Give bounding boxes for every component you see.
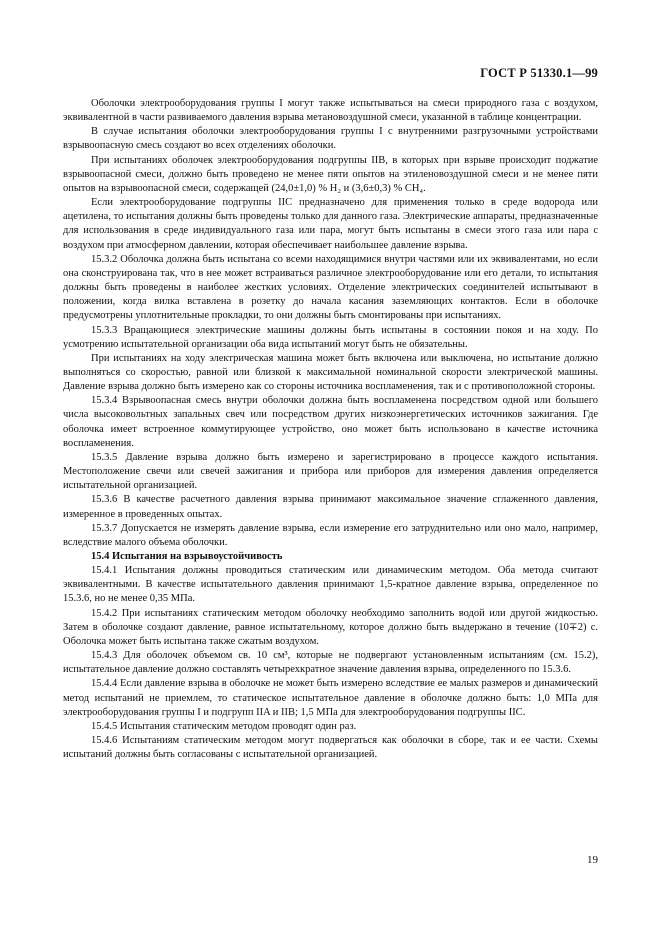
paragraph: В случае испытания оболочки электрооборудования группы I с внутренними разгрузочными устройствами взрывоопасную смесь создают во всех отделениях оболочки. [63, 126, 598, 152]
document-body [63, 97, 598, 762]
paragraph: 15.3.7 Допускается не измерять давление взрыва, если измерение его затруднительно или оно мало, например, вследствие малого объема оболочки. [63, 522, 598, 548]
paragraph: 15.4.2 При испытаниях статическим методом оболочку необходимо заполнить водой или другой жидкостью. Затем в оболочке создают давление, равное испытательному, которое должно быть выдержано в течение (10∓2) с. Оболочка может быть испытана также сжатым воздухом. [63, 607, 598, 647]
paragraph: 15.4.5 Испытания статическим методом проводят один раз. [91, 720, 357, 732]
paragraph: 15.4.3 Для оболочек объемом св. 10 см³, которые не подвергают установленным испытаниям (см. 15.2), испытательное давление должно составлять четырехкратное значение давления взрыва, определенного по 15.3.6. [63, 650, 598, 676]
paragraph: 15.4.1 Испытания должны проводиться статическим или динамическим методом. Оба метода считают эквивалентными. В качестве испытательного давления принимают 1,5-кратное давление взрыва, определенное по 15.3.6, но не менее 0,35 МПа. [63, 565, 598, 605]
paragraph: 15.3.3 Вращающиеся электрические машины должны быть испытаны в состоянии покоя и на ходу. По усмотрению испытательной организации оба вида испытаний могут быть не обязательны. [63, 324, 598, 350]
paragraph: 15.4.6 Испытаниям статическим методом могут подвергаться как оболочки в сборе, так и ее части. Схемы испытаний должны быть согласованы с испытательной организацией. [63, 735, 598, 761]
page-number: 19 [587, 854, 598, 866]
paragraph: Оболочки электрооборудования группы I могут также испытываться на смеси природного газа с воздухом, эквивалентной в части развиваемого давления взрыва метановоздушной смеси, указанной в таблице концентрации. [63, 98, 598, 124]
paragraph: 15.4.4 Если давление взрыва в оболочке не может быть измерено вследствие ее малых размеров и динамический метод испытаний не приемлем, то статическое испытательное давление в оболочке должно быть: 1,0 МПа для электрооборудования группы I и подгрупп IIA и IIB; 1,5 МПа для электрооборудования подгруппы IIC. [63, 678, 598, 718]
paragraph: При испытаниях оболочек электрооборудования подгруппы IIB, в которых при взрыве происходит поджатие взрывоопасной смеси, должно быть проведено не менее пяти опытов на этиленовоздушной смеси и не менее пяти опытов на взрывоопасной смеси, содержащей (24,0±1,0) % H₂ и (3,6±0,3) % CH₄. [63, 154, 598, 194]
paragraph: 15.3.5 Давление взрыва должно быть измерено и зарегистрировано в процессе каждого испытания. Местоположение свечи или свечей зажигания и прибора или приборов для измерения давления определяется испытательной организацией. [63, 451, 598, 492]
paragraph: Если электрооборудование подгруппы IIC предназначено для применения только в среде водорода или ацетилена, то испытания должны быть проведены только для данного газа. Электрические аппараты, предназначенные для использования в среде индивидуального газа или пара, могут быть испытаны в смеси этого газа или пара с воздухом при атмосферном давлении, которая обеспечивает наибольшее давление взрыва. [63, 197, 598, 251]
document-code-header: ГОСТ Р 51330.1—99 [480, 66, 598, 80]
paragraph: 15.3.4 Взрывоопасная смесь внутри оболочки должна быть воспламенена посредством одной или большего числа высоковольтных запальных свеч или посредством других низкоэнергетических источников зажигания. Где оболочка имеет встроенное коммутирующее устройство, оно может быть использовано в качестве источника воспламенения. [63, 395, 598, 449]
section-title: 15.4 Испытания на взрывоустойчивость [91, 551, 283, 562]
paragraph: 15.3.2 Оболочка должна быть испытана со всеми находящимися внутри частями или их эквивалентами, но если она сконструирована так, что в нее может встраиваться различное электрооборудование или его детали, то испытания должны быть проведены в наиболее жестких условиях. Отделение электрических соединителей испытывают в положении, когда вилка вставлена в розетку до начала касания заземляющих контактов. Если в оболочке предусмотрены уплотнительные прокладки, то они должны быть смонтированы при испытаниях. [63, 253, 598, 322]
paragraph: При испытаниях на ходу электрическая машина может быть включена или выключена, но испытание должно выполняться со скоростью, равной или близкой к максимальной номинальной скорости электрической машины. Давление взрыва должно быть измерено как со стороны источника воспламенения, так и с противоположной стороны. [63, 352, 598, 393]
paragraph: 15.3.6 В качестве расчетного давления взрыва принимают максимальное значение сглаженного давления, измеренное в проведенных опытах. [63, 494, 598, 520]
